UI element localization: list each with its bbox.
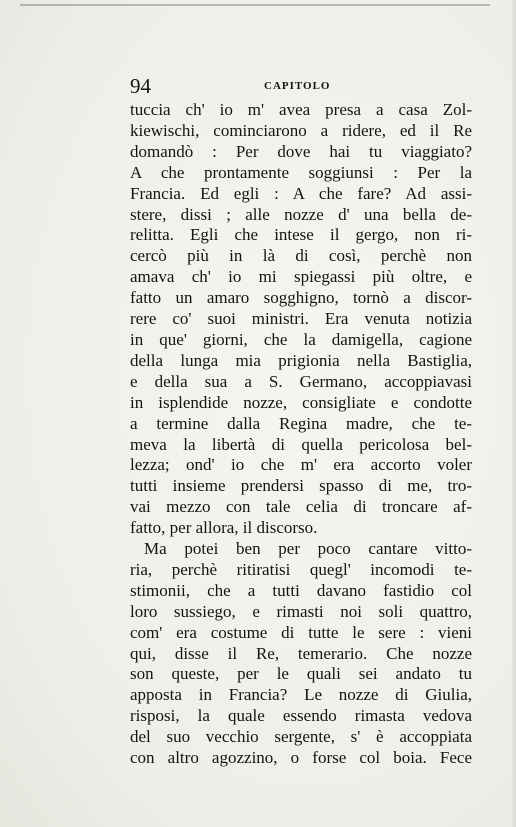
body-text: [130, 100, 472, 769]
paragraph-start-line: Ma potei ben per poco cantare vitto-: [144, 539, 472, 559]
text-line: lezza; ond' io che m' era accorto voler: [130, 455, 472, 475]
text-line: tuccia ch' io m' avea presa a casa Zol-: [130, 100, 472, 119]
text-line: amava ch' io mi spiegassi più oltre, e: [130, 267, 472, 287]
text-line: Francia. Ed egli : A che fare? Ad assi-: [130, 183, 472, 203]
text-line: della lunga mia prigionia nella Bastiglia,: [130, 350, 472, 370]
text-line: ria, perchè ritiratisi quegl' incomodi te-: [130, 559, 472, 579]
text-line: a termine dalla Regina madre, che te-: [130, 413, 472, 433]
text-line: risposi, la quale essendo rimasta vedova: [130, 706, 472, 726]
text-line: del suo vecchio sergente, s' è accoppiata: [130, 727, 472, 747]
text-line: A che prontamente soggiunsi : Per la: [130, 162, 472, 182]
top-edge-rule: [20, 4, 490, 6]
text-line: relitta. Egli che intese il gergo, non ri-: [130, 225, 472, 245]
running-head: CAPITOLO: [264, 80, 331, 92]
paragraph-end-line: fatto, per allora, il discorso.: [130, 518, 318, 538]
text-line: com' era costume di tutte le sere : vieni: [130, 622, 472, 642]
page-header: [130, 74, 480, 100]
text-line: con altro agozzino, o forse col boia. Fece: [130, 748, 472, 768]
text-line: loro sussiego, e rimasti noi soli quattro,: [130, 601, 472, 621]
text-line: stere, dissi ; alle nozze d' una bella de-: [130, 204, 472, 224]
text-line: domandò : Per dove hai tu viaggiato?: [130, 141, 472, 161]
text-line: vai mezzo con tale celia di troncare af-: [130, 497, 472, 517]
text-line: cercò più in là di così, perchè non: [130, 246, 472, 266]
page-number: 94: [130, 74, 151, 98]
text-line: qui, disse il Re, temerario. Che nozze: [130, 643, 472, 663]
text-line: kiewischi, cominciarono a ridere, ed il Re: [130, 120, 472, 140]
page-right-edge: [512, 0, 516, 827]
text-line: rere co' suoi ministri. Era venuta notizia: [130, 309, 472, 329]
text-line: in isplendide nozze, consigliate e condotte: [130, 392, 472, 412]
text-line: in que' giorni, che la damigella, cagione: [130, 329, 472, 349]
text-line: apposta in Francia? Le nozze di Giulia,: [130, 685, 472, 705]
text-line: son queste, per le quali sei andato tu: [130, 664, 472, 684]
text-line: e della sua a S. Germano, accoppiavasi: [130, 371, 472, 391]
text-line: meva la libertà di quella pericolosa bel-: [130, 434, 472, 454]
text-line: fatto un amaro sogghigno, tornò a discor-: [130, 288, 472, 308]
text-line: stimonii, che a tutti davano fastidio col: [130, 580, 472, 600]
text-line: tutti insieme prendersi spasso di me, tro-: [130, 476, 472, 496]
